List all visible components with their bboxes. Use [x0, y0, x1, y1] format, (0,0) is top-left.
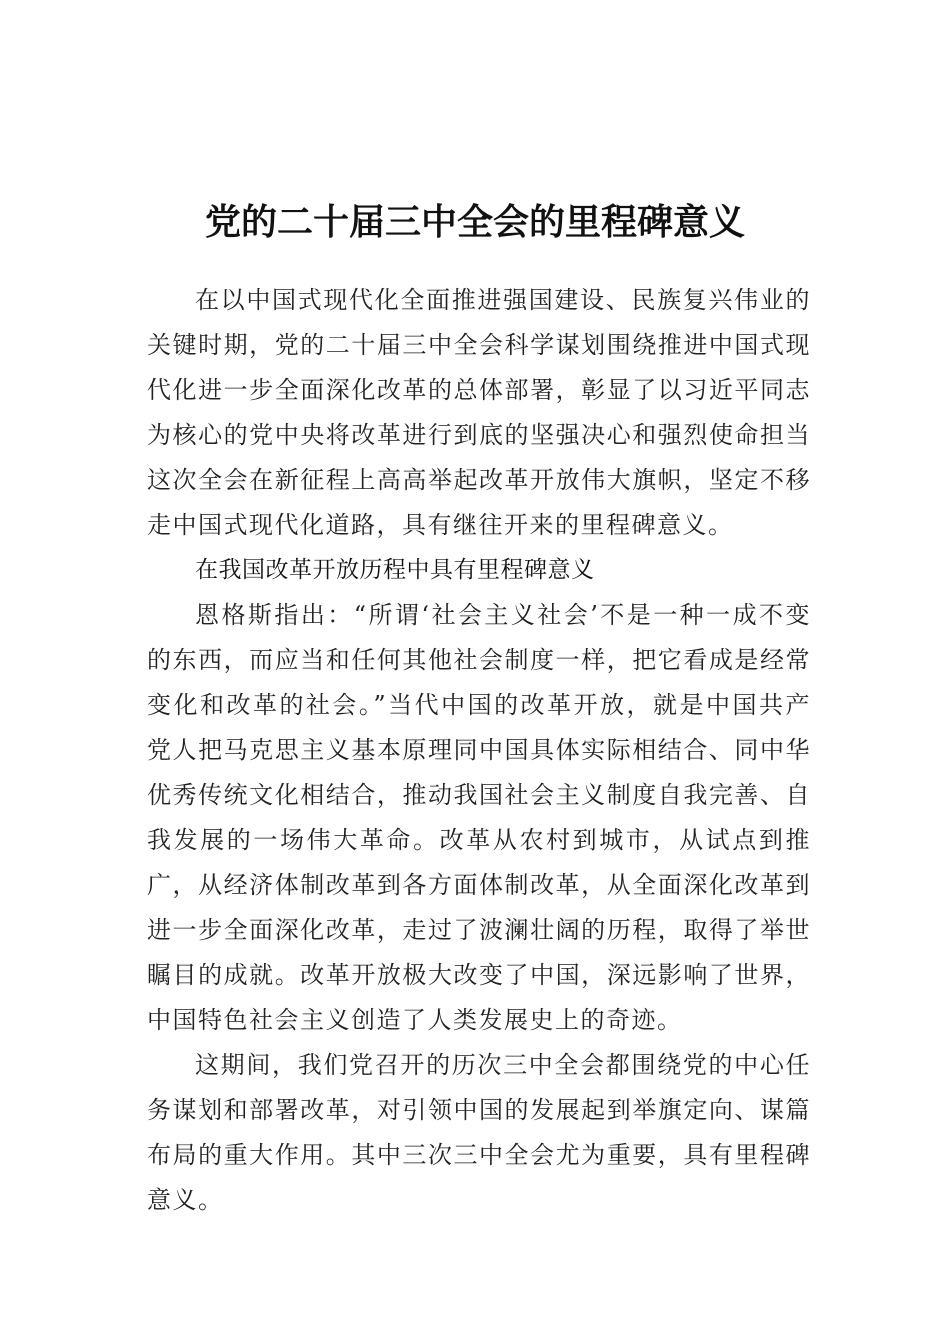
- document-title: 党的二十届三中全会的里程碑意义: [204, 201, 745, 244]
- body-paragraph: 这期间，我们党召开的历次三中全会都围绕党的中心任务谋划和部署改革，对引领中国的发展起到举旗定向、谋篇布局的重大作用。其中三次三中全会尤为重要，具有里程碑意义。: [147, 1051, 811, 1214]
- section-heading: 在我国改革开放历程中具有里程碑意义: [195, 557, 595, 583]
- body-paragraph: 恩格斯指出：“所谓‘社会主义社会’不是一种一成不变的东西，而应当和任何其他社会制度一样，把它看成是经常变化和改革的社会。”当代中国的改革开放，就是中国共产党人把马克思主义基本原理同中国具体实际相结合、同中华优秀传统文化相结合，推动我国社会主义制度自我完善、自我发展的一场伟大革命。改革从农村到城市，从试点到推广，从经济体制改革到各方面体制改革，从全面深化改革到进一步全面深化改革，走过了波澜壮阔的历程，取得了举世瞩目的成就。改革开放极大改变了中国，深远影响了世界，中国特色社会主义创造了人类发展史上的奇迹。: [147, 601, 811, 1034]
- intro-paragraph: 在以中国式现代化全面推进强国建设、民族复兴伟业的关键时期，党的二十届三中全会科学谋划围绕推进中国式现代化进一步全面深化改革的总体部署，彰显了以习近平同志为核心的党中央将改革进行到底的坚强决心和强烈使命担当这次全会在新征程上高高举起改革开放伟大旗帜，坚定不移走中国式现代化道路，具有继往开来的里程碑意义。: [147, 286, 811, 539]
- document-body: [147, 278, 811, 1223]
